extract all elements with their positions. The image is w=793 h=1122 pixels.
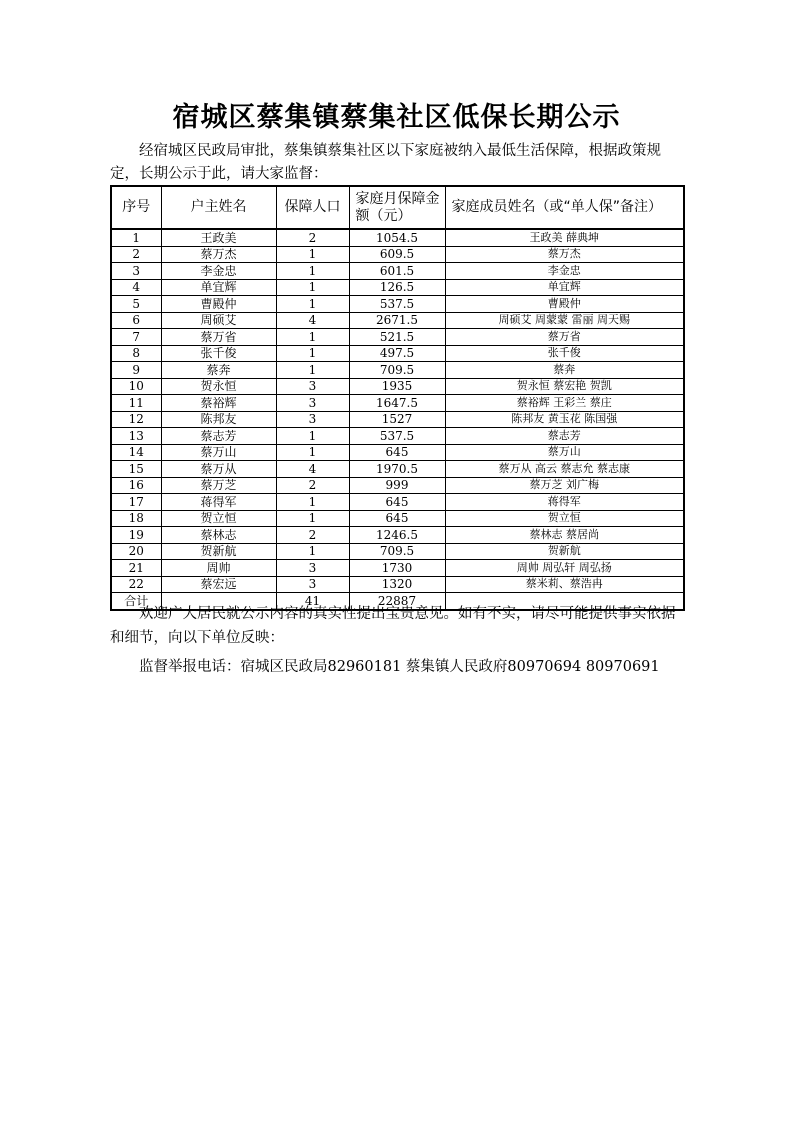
closing-paragraph: 欢迎广大居民就公示内容的真实性提出宝贵意见。如有不实，请尽可能提供事实依据和细节，向以下单位反映： xyxy=(110,606,676,646)
cell-covered-persons: 2 xyxy=(276,527,349,544)
cell-monthly-amount: 126.5 xyxy=(349,279,445,296)
table-row xyxy=(111,560,684,577)
cell-monthly-amount: 709.5 xyxy=(349,543,445,560)
cell-household-head: 张千俊 xyxy=(161,345,276,362)
cell-monthly-amount: 645 xyxy=(349,444,445,461)
cell-covered-persons: 1 xyxy=(276,345,349,362)
cell-serial-number: 20 xyxy=(111,543,161,560)
cell-covered-persons: 4 xyxy=(276,461,349,478)
cell-household-head: 蔡宏远 xyxy=(161,576,276,593)
cell-covered-persons: 1 xyxy=(276,510,349,527)
header-serial-number: 序号 xyxy=(111,186,161,229)
table-row xyxy=(111,229,684,246)
cell-monthly-amount: 1970.5 xyxy=(349,461,445,478)
cell-family-members: 蔡万芝 刘广梅 xyxy=(445,477,684,494)
cell-serial-number: 19 xyxy=(111,527,161,544)
cell-monthly-amount: 1320 xyxy=(349,576,445,593)
table-row xyxy=(111,312,684,329)
header-household-head: 户主姓名 xyxy=(161,186,276,229)
cell-covered-persons: 3 xyxy=(276,576,349,593)
table-row xyxy=(111,345,684,362)
cell-family-members: 陈邦友 黄玉花 陈国强 xyxy=(445,411,684,428)
table-header-row xyxy=(111,186,684,229)
cell-monthly-amount: 1647.5 xyxy=(349,395,445,412)
table-row xyxy=(111,296,684,313)
cell-serial-number: 10 xyxy=(111,378,161,395)
cell-family-members: 蔡奔 xyxy=(445,362,684,379)
cell-household-head: 蔡万省 xyxy=(161,329,276,346)
cell-household-head: 贺永恒 xyxy=(161,378,276,395)
cell-monthly-amount: 1054.5 xyxy=(349,229,445,246)
cell-household-head: 蔡万山 xyxy=(161,444,276,461)
cell-serial-number: 1 xyxy=(111,229,161,246)
cell-covered-persons: 1 xyxy=(276,296,349,313)
cell-family-members: 蒋得军 xyxy=(445,494,684,511)
table-row xyxy=(111,527,684,544)
cell-family-members: 李金忠 xyxy=(445,263,684,280)
table-row xyxy=(111,510,684,527)
cell-monthly-amount: 1527 xyxy=(349,411,445,428)
cell-household-head: 单宜辉 xyxy=(161,279,276,296)
cell-household-head: 陈邦友 xyxy=(161,411,276,428)
cell-family-members: 单宜辉 xyxy=(445,279,684,296)
cell-household-head: 蔡万从 xyxy=(161,461,276,478)
cell-covered-persons: 1 xyxy=(276,494,349,511)
cell-household-head: 蔡林志 xyxy=(161,527,276,544)
cell-family-members: 王政美 薛典坤 xyxy=(445,229,684,246)
cell-serial-number: 13 xyxy=(111,428,161,445)
table-row xyxy=(111,477,684,494)
intro-paragraph: 经宿城区民政局审批，蔡集镇蔡集社区以下家庭被纳入最低生活保障，根据政策规定，长期公示于此，请大家监督： xyxy=(110,143,661,182)
cell-serial-number: 22 xyxy=(111,576,161,593)
table-row xyxy=(111,576,684,593)
cell-household-head: 贺立恒 xyxy=(161,510,276,527)
cell-covered-persons: 2 xyxy=(276,477,349,494)
cell-monthly-amount: 645 xyxy=(349,510,445,527)
cell-covered-persons: 1 xyxy=(276,543,349,560)
cell-household-head: 蒋得军 xyxy=(161,494,276,511)
cell-serial-number: 9 xyxy=(111,362,161,379)
cell-family-members: 蔡志芳 xyxy=(445,428,684,445)
total-covered-persons: 41 xyxy=(276,593,349,610)
cell-family-members: 曹殿仲 xyxy=(445,296,684,313)
total-monthly-amount: 22887 xyxy=(349,593,445,610)
cell-household-head: 贺新航 xyxy=(161,543,276,560)
table-row xyxy=(111,246,684,263)
header-monthly-amount: 家庭月保障金额（元） xyxy=(349,186,445,229)
hotline-line: 监督举报电话：宿城区民政局82960181 蔡集镇人民政府80970694 80970691 xyxy=(139,659,660,675)
cell-serial-number: 15 xyxy=(111,461,161,478)
cell-monthly-amount: 537.5 xyxy=(349,428,445,445)
cell-covered-persons: 3 xyxy=(276,378,349,395)
cell-family-members: 周帅 周弘轩 周弘扬 xyxy=(445,560,684,577)
table-row xyxy=(111,362,684,379)
table-row xyxy=(111,329,684,346)
total-label: 合计 xyxy=(111,593,161,610)
cell-monthly-amount: 709.5 xyxy=(349,362,445,379)
cell-family-members: 贺新航 xyxy=(445,543,684,560)
header-covered-persons: 保障人口 xyxy=(276,186,349,229)
table-row xyxy=(111,378,684,395)
table-body xyxy=(111,229,684,610)
table-row xyxy=(111,263,684,280)
cell-monthly-amount: 1246.5 xyxy=(349,527,445,544)
cell-family-members: 张千俊 xyxy=(445,345,684,362)
table-row xyxy=(111,395,684,412)
cell-serial-number: 3 xyxy=(111,263,161,280)
cell-serial-number: 8 xyxy=(111,345,161,362)
cell-household-head: 蔡万芝 xyxy=(161,477,276,494)
cell-family-members: 贺立恒 xyxy=(445,510,684,527)
cell-serial-number: 2 xyxy=(111,246,161,263)
cell-monthly-amount: 1935 xyxy=(349,378,445,395)
cell-monthly-amount: 2671.5 xyxy=(349,312,445,329)
cell-monthly-amount: 1730 xyxy=(349,560,445,577)
cell-serial-number: 7 xyxy=(111,329,161,346)
cell-covered-persons: 1 xyxy=(276,263,349,280)
subsistence-table xyxy=(110,185,685,611)
table-row xyxy=(111,543,684,560)
cell-monthly-amount: 999 xyxy=(349,477,445,494)
cell-household-head: 蔡奔 xyxy=(161,362,276,379)
cell-monthly-amount: 521.5 xyxy=(349,329,445,346)
cell-household-head: 周帅 xyxy=(161,560,276,577)
cell-serial-number: 16 xyxy=(111,477,161,494)
header-family-members: 家庭成员姓名（或“单人保”备注） xyxy=(445,186,684,229)
cell-monthly-amount: 537.5 xyxy=(349,296,445,313)
cell-covered-persons: 3 xyxy=(276,560,349,577)
table-row xyxy=(111,461,684,478)
cell-covered-persons: 1 xyxy=(276,428,349,445)
cell-household-head: 周硕艾 xyxy=(161,312,276,329)
cell-covered-persons: 1 xyxy=(276,246,349,263)
table-row xyxy=(111,494,684,511)
cell-household-head: 王政美 xyxy=(161,229,276,246)
cell-household-head: 蔡万杰 xyxy=(161,246,276,263)
cell-covered-persons: 1 xyxy=(276,362,349,379)
cell-serial-number: 6 xyxy=(111,312,161,329)
table-row xyxy=(111,411,684,428)
table-row xyxy=(111,428,684,445)
table-row xyxy=(111,279,684,296)
cell-serial-number: 5 xyxy=(111,296,161,313)
cell-serial-number: 12 xyxy=(111,411,161,428)
cell-serial-number: 4 xyxy=(111,279,161,296)
cell-family-members: 蔡万山 xyxy=(445,444,684,461)
cell-covered-persons: 1 xyxy=(276,329,349,346)
page-title: 宿城区蔡集镇蔡集社区低保长期公示 xyxy=(172,102,621,133)
cell-monthly-amount: 497.5 xyxy=(349,345,445,362)
cell-household-head: 曹殿仲 xyxy=(161,296,276,313)
cell-family-members: 蔡万从 高云 蔡志允 蔡志康 xyxy=(445,461,684,478)
cell-monthly-amount: 645 xyxy=(349,494,445,511)
cell-serial-number: 21 xyxy=(111,560,161,577)
cell-monthly-amount: 609.5 xyxy=(349,246,445,263)
cell-covered-persons: 2 xyxy=(276,229,349,246)
cell-family-members: 周硕艾 周蒙蒙 雷丽 周天赐 xyxy=(445,312,684,329)
cell-covered-persons: 4 xyxy=(276,312,349,329)
cell-household-head: 蔡裕辉 xyxy=(161,395,276,412)
cell-covered-persons: 1 xyxy=(276,444,349,461)
cell-family-members: 蔡万省 xyxy=(445,329,684,346)
cell-covered-persons: 3 xyxy=(276,411,349,428)
cell-serial-number: 18 xyxy=(111,510,161,527)
cell-serial-number: 14 xyxy=(111,444,161,461)
cell-serial-number: 17 xyxy=(111,494,161,511)
cell-family-members: 贺永恒 蔡宏艳 贺凯 xyxy=(445,378,684,395)
cell-family-members: 蔡裕辉 王彩兰 蔡庄 xyxy=(445,395,684,412)
cell-serial-number: 11 xyxy=(111,395,161,412)
table-row xyxy=(111,444,684,461)
cell-monthly-amount: 601.5 xyxy=(349,263,445,280)
cell-family-members: 蔡万杰 xyxy=(445,246,684,263)
cell-family-members: 蔡林志 蔡居尚 xyxy=(445,527,684,544)
cell-household-head: 李金忠 xyxy=(161,263,276,280)
cell-household-head: 蔡志芳 xyxy=(161,428,276,445)
cell-covered-persons: 3 xyxy=(276,395,349,412)
cell-family-members: 蔡米莉、蔡浩冉 xyxy=(445,576,684,593)
cell-covered-persons: 1 xyxy=(276,279,349,296)
